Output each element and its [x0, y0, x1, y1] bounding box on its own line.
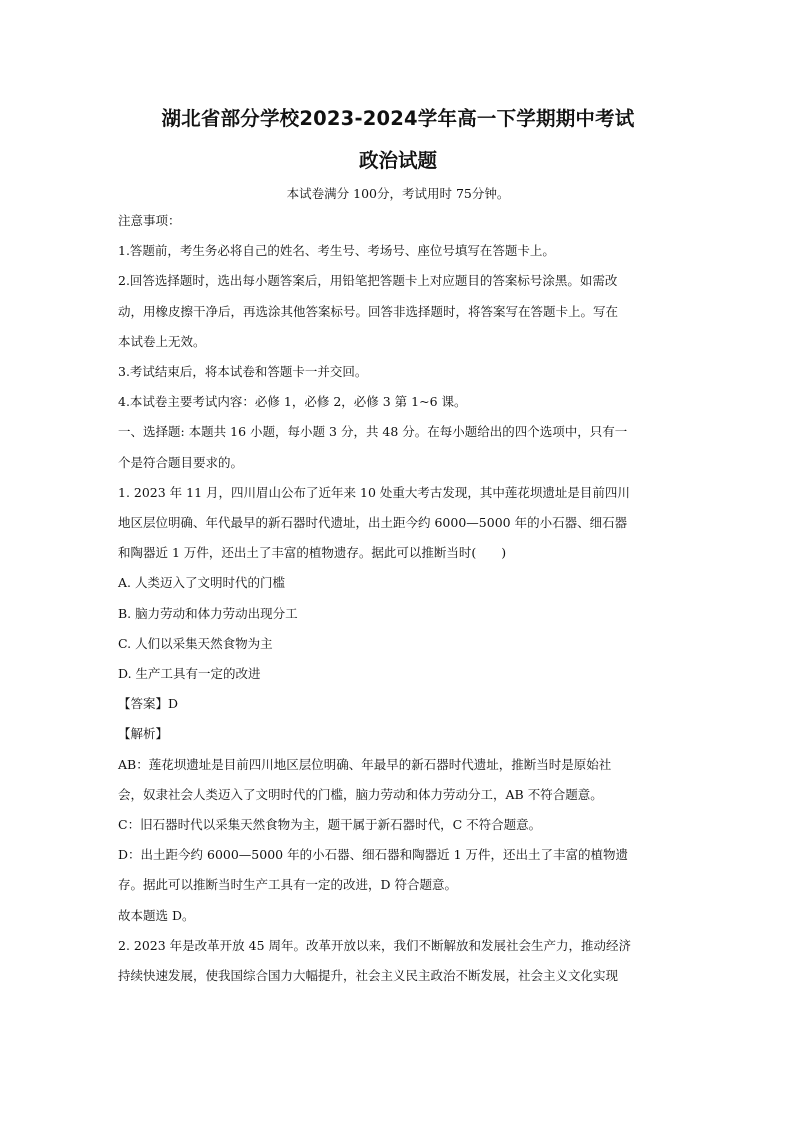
analysis-line: AB：莲花坝遗址是目前四川地区层位明确、年最早的新石器时代遗址，推断当时是原始社 — [118, 756, 612, 772]
section-heading-line: 个是符合题目要求的。 — [118, 454, 244, 470]
exam-title: 湖北省部分学校2023-2024学年高一下学期期中考试 — [161, 107, 635, 130]
question-stem-line: 和陶器近 1 万件，还出土了丰富的植物遗存。据此可以推断当时( ) — [118, 545, 507, 561]
analysis-heading: 【解析】 — [118, 726, 169, 742]
notes-line: 1.答题前，考生务必将自己的姓名、考生号、考场号、座位号填写在答题卡上。 — [118, 243, 555, 259]
exam-page — [118, 100, 678, 991]
notes-section — [118, 206, 678, 417]
notes-line: 动，用橡皮擦干净后，再选涂其他答案标号。回答非选择题时，将答案写在答题卡上。写在 — [118, 303, 619, 319]
question-1 — [118, 478, 678, 931]
subject-title: 政治试题 — [358, 149, 437, 172]
notes-heading: 注意事项： — [118, 213, 181, 228]
notes-line: 2.回答选择题时，选出每小题答案后，用铅笔把答题卡上对应题目的答案标号涂黑。如需改 — [118, 273, 618, 289]
analysis-conclusion: 故本题选 D。 — [118, 907, 195, 923]
question-stem-line: 1. 2023 年 11 月，四川眉山公布了近年来 10 处重大考古发现，其中莲花坝遗址是目前四川 — [118, 484, 630, 500]
question-stem-line: 持续快速发展，使我国综合国力大幅提升，社会主义民主政治不断发展，社会主义文化实现 — [118, 968, 619, 984]
option-c: C. 人们以采集天然食物为主 — [118, 635, 273, 651]
answer-label: 【答案】D — [118, 696, 179, 712]
notes-line: 3.考试结束后，将本试卷和答题卡一并交回。 — [118, 364, 368, 380]
question-stem-line: 地区层位明确、年代最早的新石器时代遗址，出土距今约 6000—5000 年的小石器、细石器 — [118, 515, 628, 531]
analysis-line: C：旧石器时代以采集天然食物为主，题干属于新石器时代，C 不符合题意。 — [118, 817, 542, 833]
question-2 — [118, 931, 678, 991]
section-one-instructions — [118, 417, 678, 477]
section-heading-line: 一、选择题: 本题共 16 小题，每小题 3 分，共 48 分。在每小题给出的四个选项中，只有一 — [118, 424, 628, 440]
option-b: B. 脑力劳动和体力劳动出现分工 — [118, 605, 298, 621]
question-stem-line: 2. 2023 年是改革开放 45 周年。改革开放以来，我们不断解放和发展社会生产力，推动经济 — [118, 937, 632, 953]
analysis-line: 存。据此可以推断当时生产工具有一定的改进，D 符合题意。 — [118, 877, 457, 893]
option-a: A. 人类迈入了文明时代的门槛 — [118, 575, 285, 591]
analysis-line: D：出土距今约 6000—5000 年的小石器、细石器和陶器近 1 万件，还出土了丰富的植物遗 — [118, 847, 628, 863]
analysis-line: 会，奴隶社会人类迈入了文明时代的门槛，脑力劳动和体力劳动分工，AB 不符合题意。 — [118, 786, 603, 802]
notes-line: 4.本试卷主要考试内容：必修 1，必修 2，必修 3 第 1~6 课。 — [118, 394, 467, 410]
option-d: D. 生产工具有一定的改进 — [118, 666, 261, 682]
notes-line: 本试卷上无效。 — [118, 333, 206, 349]
exam-info: 本试卷满分 100分，考试用时 75分钟。 — [286, 186, 510, 201]
